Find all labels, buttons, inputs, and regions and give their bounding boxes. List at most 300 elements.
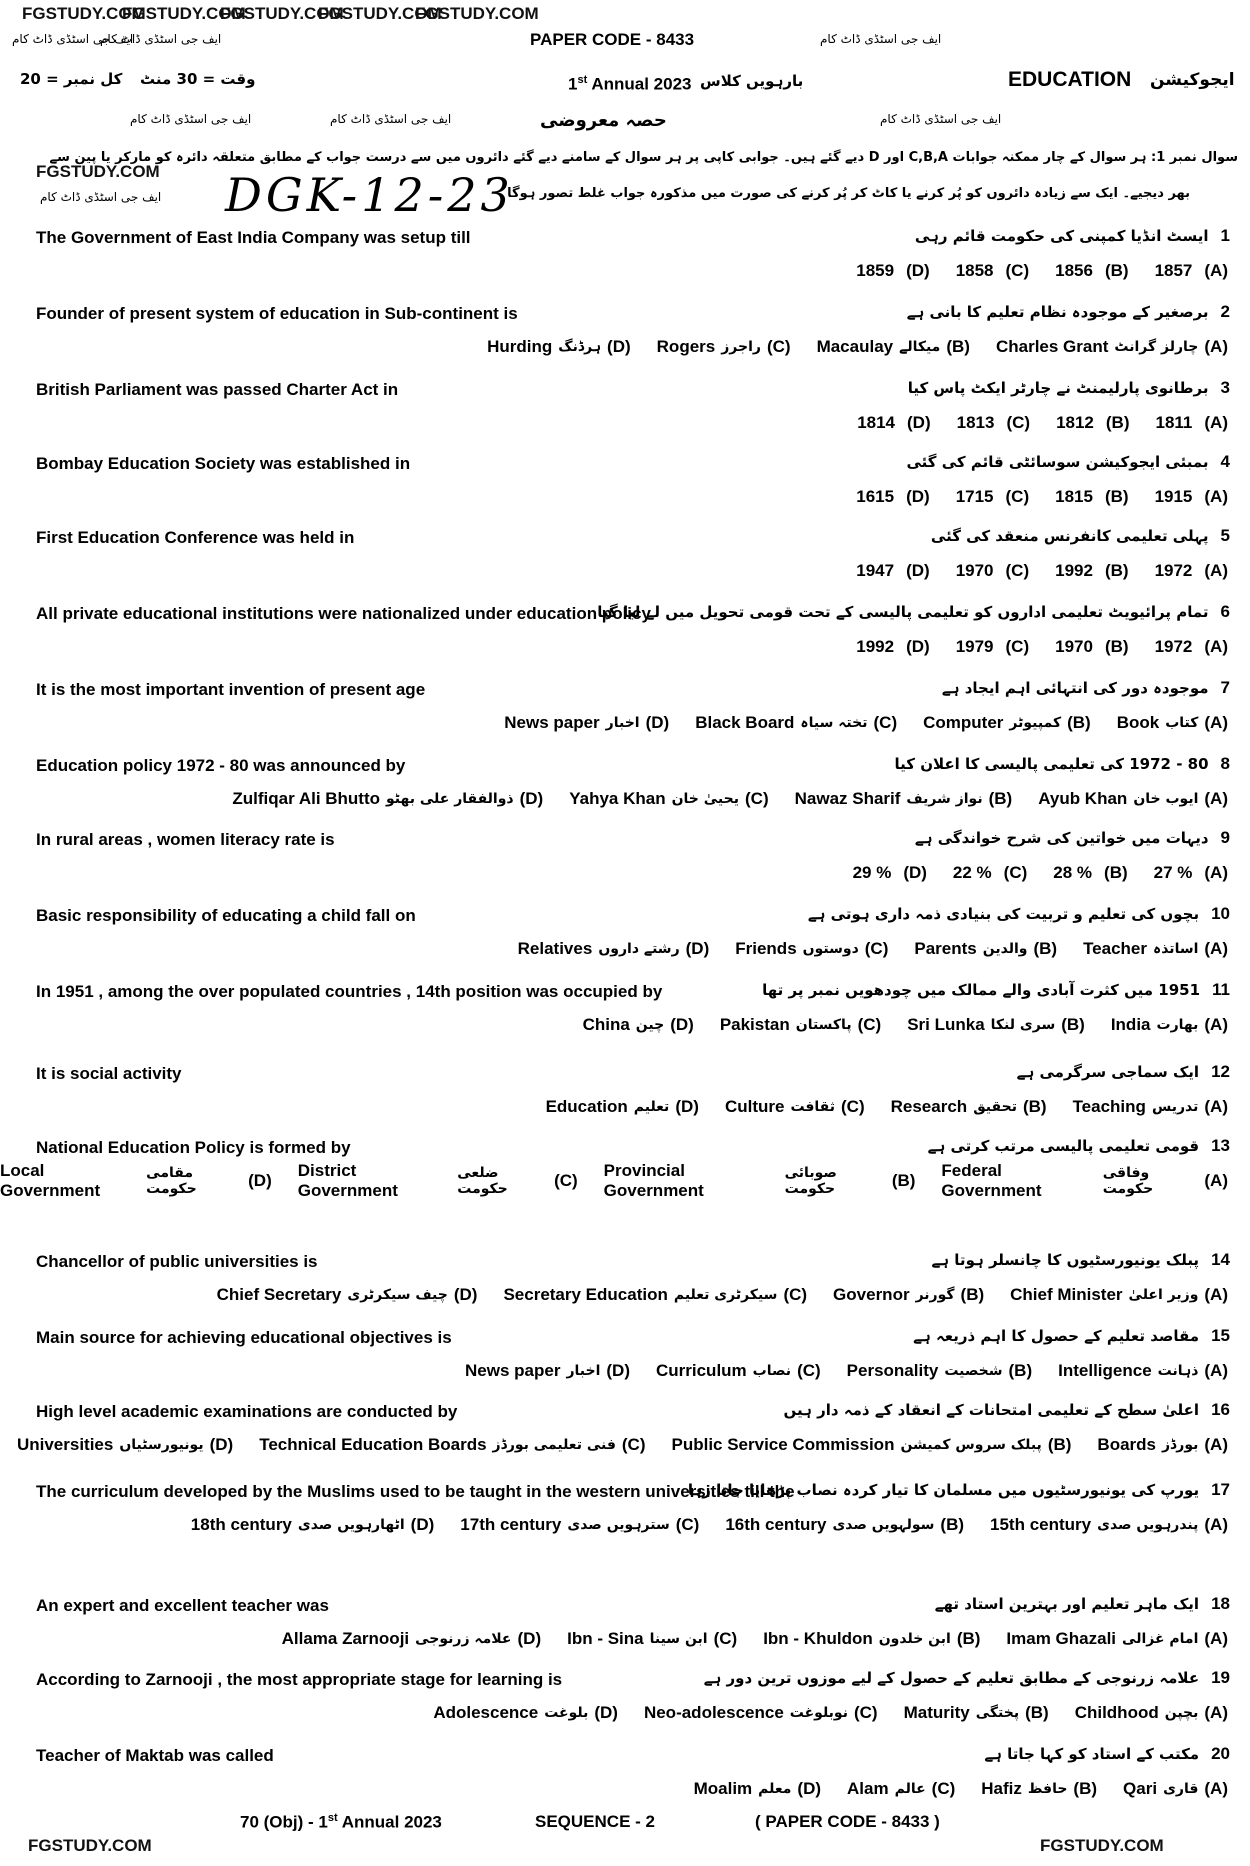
option-letter: (C) <box>745 789 769 808</box>
options-row <box>0 1428 1250 1462</box>
option-letter: (D) <box>675 1097 699 1116</box>
question-row <box>0 978 1250 1008</box>
question-row <box>0 1134 1250 1164</box>
option-english: Education <box>545 1097 628 1116</box>
option-letter: (C) <box>621 1435 646 1454</box>
watermark-urdu: ایف جی اسٹڈی ڈاٹ کام <box>12 32 134 46</box>
option-letter: (C) <box>1005 561 1030 580</box>
options-row <box>0 330 1250 364</box>
option-letter: (A) <box>1204 561 1228 580</box>
option-english: Sri Lunka <box>907 1015 985 1034</box>
question-text-english: Founder of present system of education in Sub-continent is <box>36 304 518 323</box>
option-letter: (B) <box>1025 1703 1049 1722</box>
option-letter: (A) <box>1204 1285 1228 1304</box>
option-urdu: بچپن <box>1164 1705 1199 1721</box>
option-letter: (B) <box>1104 561 1129 580</box>
options-row <box>0 1161 1250 1200</box>
option-letter: (B) <box>1061 1015 1085 1034</box>
question-text-urdu: برصغیر کے موجودہ نظام تعلیم کا بانی ہے <box>906 303 1209 321</box>
option-english: Friends <box>735 939 797 958</box>
option-english: Personality <box>846 1361 939 1380</box>
option-a <box>1154 863 1228 883</box>
subject-title: EDUCATION <box>1008 68 1132 91</box>
question-number: 16 <box>1211 1400 1230 1419</box>
question-urdu <box>688 1480 1230 1500</box>
option-urdu: پاکستان <box>795 1017 852 1033</box>
option-letter: (D) <box>903 863 927 882</box>
question-row <box>0 676 1250 706</box>
option-d <box>0 1161 272 1201</box>
handwritten-code: DGK-12-23 <box>225 168 514 222</box>
option-b <box>923 713 1091 733</box>
option-english: 1857 <box>1154 261 1193 280</box>
option-b <box>904 1703 1049 1723</box>
option-letter: (C) <box>1006 413 1031 432</box>
option-english: Book <box>1116 713 1160 732</box>
option-letter: (B) <box>1033 939 1058 958</box>
option-english: Macaulay <box>816 337 894 356</box>
option-letter: (C) <box>841 1097 865 1116</box>
option-english: Technical Education Boards <box>259 1435 487 1454</box>
option-urdu: ہرڈنگ <box>558 339 602 355</box>
watermark-urdu: ایف جی اسٹڈی ڈاٹ کام <box>330 112 452 126</box>
option-d <box>232 789 543 809</box>
option-urdu: پندرہویں صدی <box>1097 1517 1199 1533</box>
option-letter: (A) <box>1204 1171 1228 1190</box>
option-english: 1811 <box>1155 413 1193 432</box>
question-6 <box>0 600 1250 664</box>
option-b <box>817 337 970 357</box>
option-english: 1992 <box>1055 561 1093 580</box>
watermark-urdu: ایف جی اسٹڈی ڈاٹ کام <box>130 112 252 126</box>
option-letter: (D) <box>906 637 930 656</box>
option-c <box>956 487 1029 507</box>
option-b <box>1056 413 1129 433</box>
option-b <box>671 1435 1071 1455</box>
option-urdu: کتاب <box>1165 715 1199 731</box>
question-4 <box>0 450 1250 514</box>
option-letter: (B) <box>988 789 1013 808</box>
option-letter: (A) <box>1204 789 1228 808</box>
footer-code-suffix: st <box>327 1812 338 1824</box>
question-text-urdu: پبلک یونیورسٹیوں کا چانسلر ہوتا ہے <box>931 1251 1200 1269</box>
option-d <box>856 261 929 281</box>
question-number: 2 <box>1220 302 1230 321</box>
option-d <box>856 487 929 507</box>
option-urdu: یحییٰ خان <box>671 791 739 807</box>
option-english: Teaching <box>1072 1097 1146 1116</box>
option-english: 1859 <box>856 261 895 280</box>
options-row <box>0 1354 1250 1388</box>
question-number: 4 <box>1220 452 1230 471</box>
option-letter: (D) <box>248 1171 272 1190</box>
question-text-english: Chancellor of public universities is <box>36 1252 318 1271</box>
question-urdu <box>908 378 1230 398</box>
option-english: 1814 <box>857 413 896 432</box>
question-number: 9 <box>1220 828 1230 847</box>
option-urdu: قاری <box>1163 1781 1199 1797</box>
time-allowed: وقت = 30 منٹ <box>140 70 256 88</box>
question-urdu <box>932 1250 1231 1270</box>
option-d <box>694 1779 821 1799</box>
question-number: 7 <box>1220 678 1230 697</box>
option-d <box>465 1361 630 1381</box>
question-19 <box>0 1666 1250 1730</box>
option-urdu: پبلک سروس کمیشن <box>900 1437 1042 1453</box>
watermark: FGSTUDY.COM <box>220 4 344 23</box>
option-english: Research <box>890 1097 968 1116</box>
option-letter: (C) <box>766 337 791 356</box>
question-urdu <box>895 754 1230 774</box>
option-urdu: علامہ زرنوجی <box>415 1631 512 1647</box>
option-letter: (C) <box>857 1015 882 1034</box>
question-text-urdu: اعلیٰ سطح کے تعلیمی امتحانات کے انعقاد کے ذمہ دار ہیں <box>783 1401 1200 1419</box>
option-a <box>1038 789 1228 809</box>
option-d <box>583 1015 694 1035</box>
option-urdu: اخبار <box>566 1363 601 1379</box>
watermark-urdu: ایف جی اسٹڈی ڈاٹ کام <box>100 32 222 46</box>
option-d <box>487 337 631 357</box>
option-english: 1715 <box>955 487 994 506</box>
option-letter: (D) <box>685 939 710 958</box>
option-letter: (B) <box>940 1515 965 1534</box>
option-d <box>546 1097 699 1117</box>
option-letter: (B) <box>891 1171 916 1190</box>
question-11 <box>0 978 1250 1042</box>
class-label: بارہویں کلاس <box>700 72 804 90</box>
question-row <box>0 1478 1250 1508</box>
option-letter: (B) <box>1022 1097 1047 1116</box>
question-number: 10 <box>1211 904 1230 923</box>
option-a <box>941 1161 1228 1201</box>
option-english: Charles Grant <box>995 337 1109 356</box>
question-text-english: Teacher of Maktab was called <box>36 1746 274 1765</box>
option-english: 16th century <box>725 1515 827 1534</box>
question-text-english: Basic responsibility of educating a child fall on <box>36 906 416 925</box>
option-urdu: بلوغت <box>544 1705 589 1721</box>
option-d <box>857 413 930 433</box>
question-urdu <box>984 1744 1230 1764</box>
question-text-english: British Parliament was passed Charter Act in <box>36 380 399 399</box>
option-urdu: سیکرٹری تعلیم <box>673 1287 778 1303</box>
watermark: FGSTUDY.COM <box>36 162 160 181</box>
options-row <box>0 480 1250 514</box>
option-english: 1858 <box>955 261 994 280</box>
question-text-urdu: ایک ماہر تعلیم اور بہترین استاد تھے <box>934 1595 1200 1613</box>
question-text-urdu: بچوں کی تعلیم و تربیت کی بنیادی ذمہ داری ہوتی ہے <box>807 905 1200 923</box>
option-b <box>847 1361 1032 1381</box>
option-english: Relatives <box>517 939 593 958</box>
question-urdu <box>906 452 1230 472</box>
option-urdu: یونیورسٹیاں <box>119 1437 204 1453</box>
option-english: Childhood <box>1074 1703 1159 1722</box>
section-title: حصہ معروضی <box>540 110 667 131</box>
option-d <box>856 637 929 657</box>
option-urdu: تحقیق <box>973 1099 1017 1115</box>
option-english: Ibn - Khuldon <box>763 1629 873 1648</box>
option-urdu: میکالے <box>899 339 941 355</box>
option-letter: (D) <box>517 1629 542 1648</box>
question-text-urdu: ایک سماجی سرگرمی ہے <box>1016 1063 1200 1081</box>
question-text-english: First Education Conference was held in <box>36 528 355 547</box>
option-english: Alam <box>847 1779 889 1798</box>
option-letter: (D) <box>907 413 931 432</box>
option-a <box>1155 637 1228 657</box>
option-d <box>282 1629 542 1649</box>
option-urdu: ایوب خان <box>1133 791 1199 807</box>
option-urdu: ابن خلدون <box>878 1631 951 1647</box>
option-english: Allama Zarnooji <box>281 1629 410 1648</box>
option-letter: (D) <box>453 1285 478 1304</box>
option-english: 1972 <box>1154 637 1193 656</box>
question-7 <box>0 676 1250 740</box>
question-18 <box>0 1592 1250 1656</box>
option-english: Provincial Government <box>603 1161 704 1200</box>
option-letter: (B) <box>956 1629 981 1648</box>
options-row <box>0 1278 1250 1312</box>
option-english: 1992 <box>856 637 895 656</box>
option-letter: (D) <box>645 713 670 732</box>
option-b <box>1055 561 1128 581</box>
option-c <box>956 637 1029 657</box>
option-english: Secretary Education <box>503 1285 668 1304</box>
watermark: FGSTUDY.COM <box>1040 1836 1164 1855</box>
option-letter: (A) <box>1204 939 1228 958</box>
question-number: 3 <box>1220 378 1230 397</box>
option-letter: (C) <box>554 1171 578 1190</box>
option-urdu: کمپیوٹر <box>1009 715 1062 731</box>
watermark: FGSTUDY.COM <box>318 4 442 23</box>
question-row <box>0 300 1250 330</box>
option-letter: (B) <box>1067 713 1091 732</box>
option-letter: (C) <box>931 1779 956 1798</box>
option-letter: (D) <box>209 1435 234 1454</box>
question-row <box>0 1666 1250 1696</box>
option-c <box>644 1703 878 1723</box>
option-english: Parents <box>914 939 977 958</box>
option-english: Black Board <box>695 713 795 732</box>
watermark: FGSTUDY.COM <box>122 4 246 23</box>
question-row <box>0 1324 1250 1354</box>
question-text-english: High level academic examinations are conducted by <box>36 1402 458 1421</box>
footer-paper-code: ( PAPER CODE - 8433 ) <box>755 1812 940 1831</box>
option-c <box>953 863 1027 883</box>
options-row <box>0 1008 1250 1042</box>
option-urdu: چیف سیکرٹری <box>347 1287 448 1303</box>
question-row <box>0 376 1250 406</box>
option-urdu: عالم <box>894 1781 926 1797</box>
option-english: 28 % <box>1053 863 1093 882</box>
option-urdu: گورنر <box>915 1287 955 1303</box>
option-letter: (D) <box>607 337 631 356</box>
option-english: 22 % <box>952 863 992 882</box>
option-a <box>996 337 1228 357</box>
option-c <box>259 1435 645 1455</box>
option-letter: (B) <box>1047 1435 1072 1454</box>
option-english: Federal Government <box>941 1161 1042 1200</box>
option-english: Imam Ghazali <box>1006 1629 1117 1648</box>
question-2 <box>0 300 1250 364</box>
option-letter: (B) <box>946 337 970 356</box>
option-urdu: ذوالفقار علی بھٹو <box>386 791 514 807</box>
question-text-english: Main source for achieving educational objectives is <box>36 1328 452 1347</box>
watermark-urdu: ایف جی اسٹڈی ڈاٹ کام <box>40 190 162 204</box>
option-a <box>1111 1015 1228 1035</box>
question-urdu <box>1017 1062 1230 1082</box>
question-row <box>0 224 1250 254</box>
option-english: Governor <box>833 1285 910 1304</box>
option-letter: (B) <box>1104 863 1128 882</box>
question-15 <box>0 1324 1250 1388</box>
option-c <box>460 1515 699 1535</box>
options-row <box>0 1090 1250 1124</box>
option-letter: (C) <box>1005 487 1030 506</box>
annual-text: Annual 2023 <box>587 74 692 94</box>
option-english: 15th century <box>990 1515 1092 1534</box>
option-c <box>656 1361 821 1381</box>
option-urdu: امام غزالی <box>1122 1631 1199 1647</box>
question-12 <box>0 1060 1250 1124</box>
question-text-urdu: ایسٹ انڈیا کمپنی کی حکومت قائم رہی <box>914 227 1209 245</box>
option-c <box>503 1285 807 1305</box>
option-letter: (C) <box>797 1361 821 1380</box>
option-a <box>1117 713 1228 733</box>
option-b <box>725 1515 964 1535</box>
option-a <box>1083 939 1228 959</box>
exam-session <box>568 74 692 95</box>
question-urdu <box>928 1136 1230 1156</box>
question-text-english: National Education Policy is formed by <box>36 1138 351 1157</box>
option-urdu: ثقافت <box>790 1099 836 1115</box>
option-english: Hurding <box>487 337 553 356</box>
options-row <box>0 1622 1250 1656</box>
option-english: Computer <box>923 713 1004 732</box>
option-letter: (C) <box>783 1285 808 1304</box>
question-row <box>0 600 1250 630</box>
option-b <box>833 1285 984 1305</box>
question-text-english: The curriculum developed by the Muslims used to be taught in the western universities till the <box>36 1482 795 1501</box>
option-letter: (C) <box>675 1515 700 1534</box>
option-letter: (D) <box>670 1015 694 1034</box>
option-letter: (A) <box>1204 1015 1228 1034</box>
total-marks: کل نمبر = 20 <box>20 70 123 88</box>
annual-number: 1 <box>568 74 578 94</box>
question-text-urdu: علامہ زرنوجی کے مطابق تعلیم کے حصول کے لیے موزوں ترین دور ہے <box>703 1669 1200 1687</box>
option-a <box>990 1515 1228 1535</box>
option-english: 1813 <box>956 413 995 432</box>
option-letter: (D) <box>906 261 930 280</box>
options-row <box>0 1696 1250 1730</box>
option-c <box>720 1015 881 1035</box>
option-urdu: سولہویں صدی <box>832 1517 935 1533</box>
question-text-english: It is social activity <box>36 1064 182 1083</box>
option-letter: (C) <box>1003 863 1028 882</box>
option-english: Teacher <box>1083 939 1148 958</box>
question-text-urdu: یورپ کی یونیورسٹیوں میں مسلمان کا تیار کردہ نصاب پڑھایا جاتا رہا <box>687 1481 1200 1499</box>
option-letter: (D) <box>519 789 544 808</box>
option-d <box>856 561 929 581</box>
question-text-urdu: برطانوی پارلیمنٹ نے چارٹر ایکٹ پاس کیا <box>907 379 1209 397</box>
option-urdu: نواز شریف <box>906 791 983 807</box>
option-letter: (B) <box>960 1285 985 1304</box>
question-urdu <box>762 980 1230 1000</box>
question-urdu <box>907 302 1230 322</box>
question-14 <box>0 1248 1250 1312</box>
question-text-english: It is the most important invention of present age <box>36 680 426 699</box>
option-urdu: ضلعی حکومت <box>457 1165 508 1197</box>
option-urdu: راجرز <box>721 339 761 355</box>
option-letter: (A) <box>1204 1435 1228 1454</box>
question-urdu <box>915 828 1230 848</box>
option-a <box>1010 1285 1228 1305</box>
question-row <box>0 752 1250 782</box>
option-a <box>1073 1097 1228 1117</box>
instruction-label: سوال نمبر 1: <box>1151 150 1238 165</box>
option-english: News paper <box>504 713 600 732</box>
option-letter: (B) <box>1105 413 1130 432</box>
option-urdu: اخبار <box>605 715 640 731</box>
option-letter: (A) <box>1204 261 1228 280</box>
option-c <box>957 413 1030 433</box>
question-number: 12 <box>1211 1062 1230 1081</box>
footer-sequence: SEQUENCE - 2 <box>535 1812 655 1831</box>
option-c <box>956 561 1029 581</box>
option-c <box>735 939 888 959</box>
option-letter: (B) <box>1104 261 1129 280</box>
option-urdu: رشتے داروں <box>598 941 680 957</box>
option-english: District Government <box>297 1161 398 1200</box>
question-text-english: All private educational institutions were nationalized under education policy <box>36 604 651 623</box>
options-row <box>0 554 1250 588</box>
option-urdu: والدین <box>982 941 1028 957</box>
question-number: 14 <box>1211 1250 1230 1269</box>
option-c <box>569 789 768 809</box>
question-row <box>0 826 1250 856</box>
question-row <box>0 902 1250 932</box>
option-a <box>1155 561 1228 581</box>
option-english: Zulfiqar Ali Bhutto <box>232 789 381 808</box>
option-d <box>17 1435 233 1455</box>
option-english: Curriculum <box>655 1361 747 1380</box>
question-urdu <box>784 1400 1230 1420</box>
option-letter: (A) <box>1204 863 1228 882</box>
question-number: 15 <box>1211 1326 1230 1345</box>
question-text-english: Education policy 1972 - 80 was announced by <box>36 756 406 775</box>
option-d <box>853 863 927 883</box>
option-letter: (A) <box>1204 637 1228 656</box>
option-english: Public Service Commission <box>671 1435 895 1454</box>
option-english: Moalim <box>693 1779 753 1798</box>
option-urdu: سترہویں صدی <box>567 1517 670 1533</box>
option-b <box>763 1629 980 1649</box>
option-urdu: وفاقی حکومت <box>1102 1165 1154 1197</box>
question-number: 19 <box>1211 1668 1230 1687</box>
option-a <box>1006 1629 1228 1649</box>
option-english: 1972 <box>1154 561 1193 580</box>
option-english: 1979 <box>955 637 994 656</box>
instructions-line-2: بھر دیجیے۔ ایک سے زیادہ دائروں کو پُر کرنے یا کاٹ کر پُر کرنے کی صورت میں مذکورہ جواب غلط تصور ہوگا <box>507 186 1190 201</box>
watermark: FGSTUDY.COM <box>22 4 146 23</box>
option-urdu: سری لنکا <box>990 1017 1056 1033</box>
option-urdu: تختہ سیاہ <box>800 715 868 731</box>
option-letter: (D) <box>410 1515 435 1534</box>
question-text-english: Bombay Education Society was established in <box>36 454 411 473</box>
option-letter: (A) <box>1204 1703 1228 1722</box>
question-text-urdu: مقاصد تعلیم کے حصول کا اہم ذریعہ ہے <box>913 1327 1200 1345</box>
question-8 <box>0 752 1250 816</box>
option-urdu: تدریس <box>1151 1099 1199 1115</box>
question-text-urdu: تمام پرائیویٹ تعلیمی اداروں کو تعلیمی پالیسی کے تحت قومی تحویل میں لے لیا گیا <box>597 603 1209 621</box>
